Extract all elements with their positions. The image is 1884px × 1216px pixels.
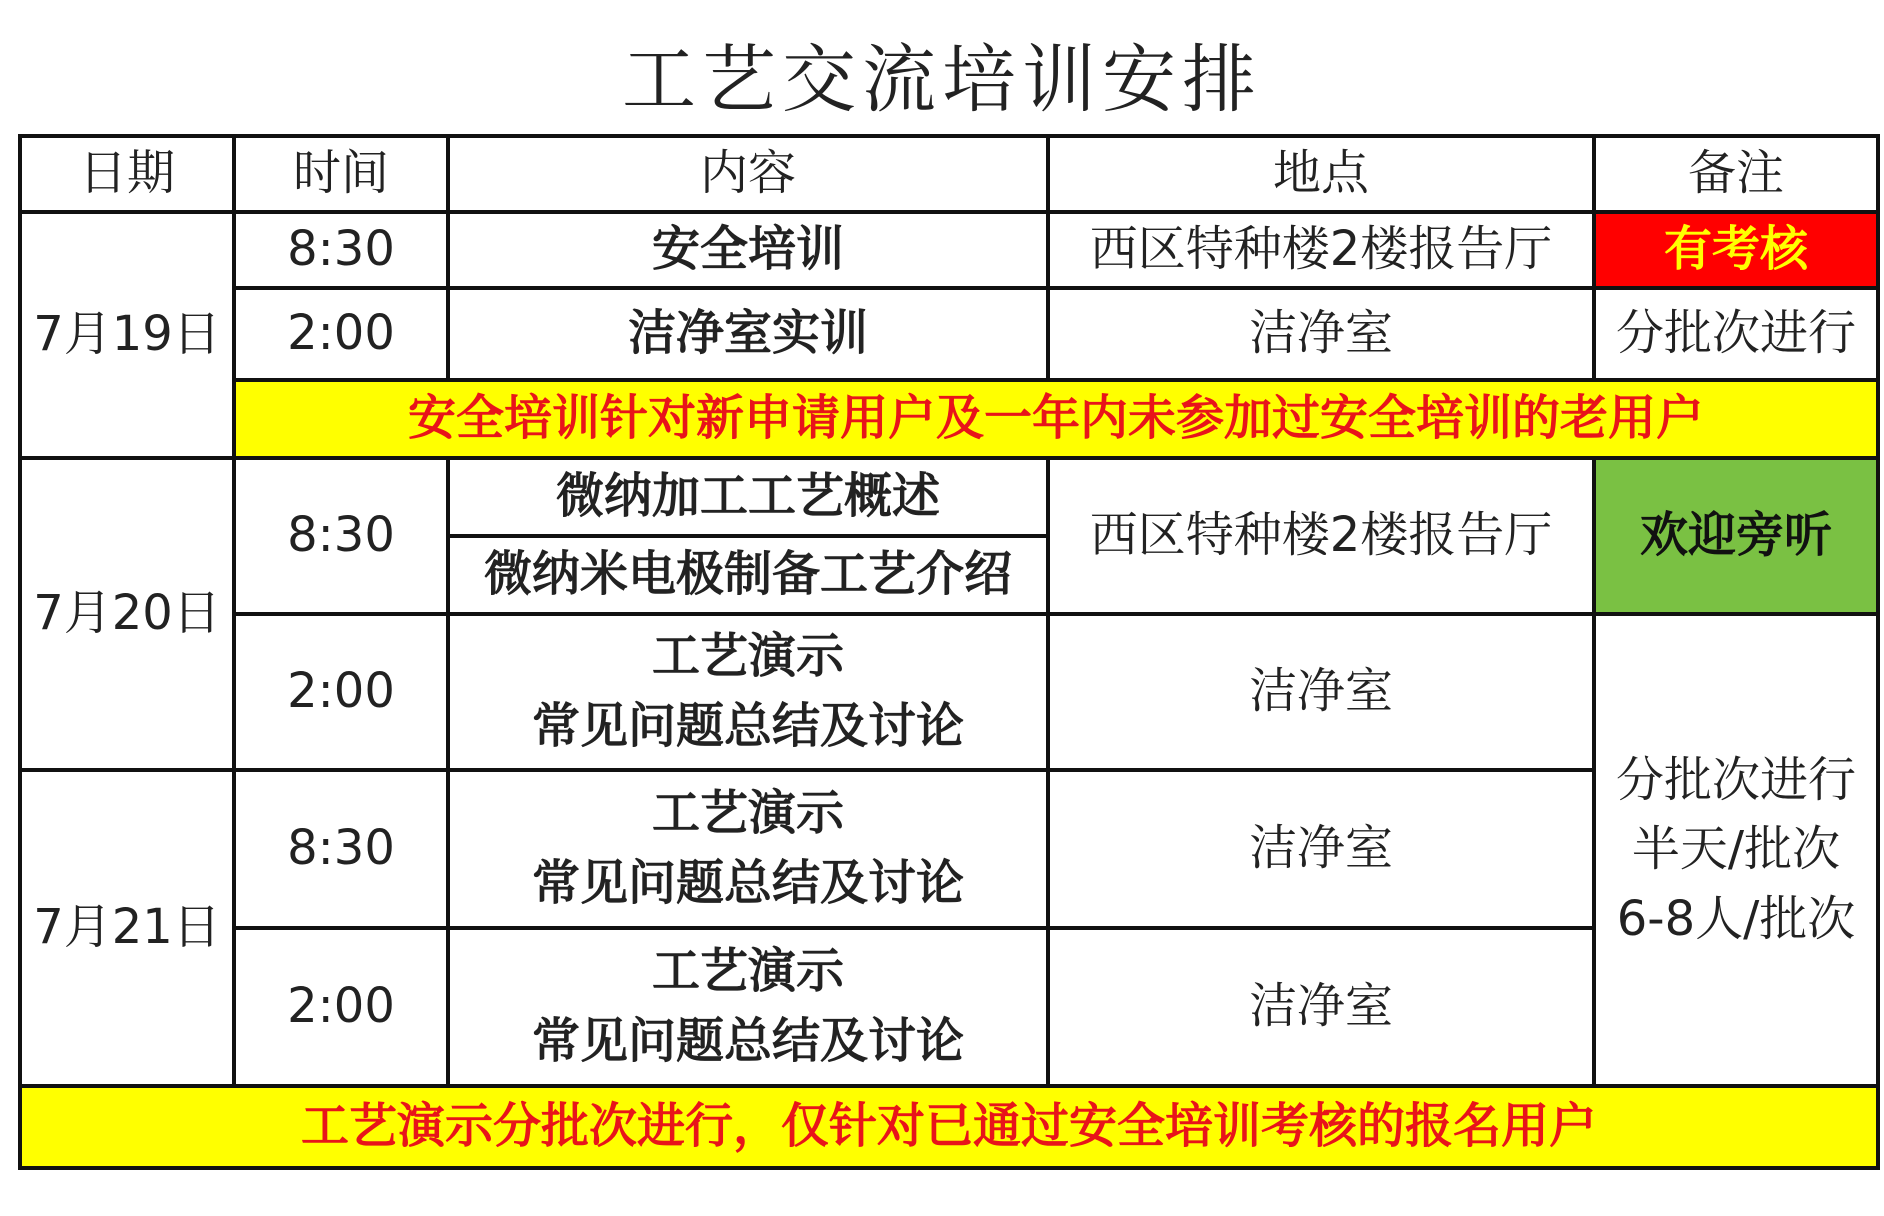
time-cell: 8:30 (234, 770, 448, 928)
date-cell: 7月21日 (20, 770, 234, 1086)
content-line: 常见问题总结及讨论 (531, 855, 964, 911)
date-cell: 7月20日 (20, 458, 234, 770)
table-row (20, 458, 1878, 536)
table-row (20, 212, 1878, 288)
remark-cell: 分批次进行 (1594, 288, 1878, 380)
content-line: 常见问题总结及讨论 (531, 1013, 964, 1069)
time-cell: 8:30 (234, 458, 448, 614)
content-cell (448, 614, 1048, 770)
location-cell: 洁净室 (1048, 614, 1594, 770)
notice-banner: 安全培训针对新申请用户及一年内未参加过安全培训的老用户 (234, 380, 1878, 458)
content-cell (448, 928, 1048, 1086)
date-cell: 7月19日 (20, 212, 234, 458)
location-cell: 洁净室 (1048, 928, 1594, 1086)
remark-badge-audit: 欢迎旁听 (1594, 458, 1878, 614)
content-cell: 安全培训 (448, 212, 1048, 288)
content-cell: 微纳米电极制备工艺介绍 (448, 536, 1048, 614)
header-location: 地点 (1048, 136, 1594, 212)
content-cell: 洁净室实训 (448, 288, 1048, 380)
content-line: 工艺演示 (651, 943, 844, 1000)
content-line: 工艺演示 (651, 628, 844, 685)
content-line: 常见问题总结及讨论 (531, 698, 964, 754)
notice-row (20, 1086, 1878, 1168)
table-row (20, 614, 1878, 770)
time-cell: 2:00 (234, 928, 448, 1086)
remark-line: 分批次进行 (1615, 751, 1856, 808)
remark-badge-exam: 有考核 (1594, 212, 1878, 288)
content-cell: 微纳加工工艺概述 (448, 458, 1048, 536)
header-row (20, 136, 1878, 212)
time-cell: 2:00 (234, 288, 448, 380)
header-content: 内容 (448, 136, 1048, 212)
header-date: 日期 (20, 136, 234, 212)
footer-notice-banner: 工艺演示分批次进行，仅针对已通过安全培训考核的报名用户 (20, 1086, 1878, 1168)
notice-row (20, 380, 1878, 458)
remark-line: 6-8人/批次 (1616, 890, 1856, 947)
location-cell: 西区特种楼2楼报告厅 (1048, 212, 1594, 288)
shared-remark-cell (1594, 614, 1878, 1086)
header-remarks: 备注 (1594, 136, 1878, 212)
content-cell (448, 770, 1048, 928)
content-line: 工艺演示 (651, 785, 844, 842)
location-cell: 洁净室 (1048, 770, 1594, 928)
header-time: 时间 (234, 136, 448, 212)
time-cell: 2:00 (234, 614, 448, 770)
location-cell: 洁净室 (1048, 288, 1594, 380)
remark-line: 半天/批次 (1631, 821, 1841, 878)
page-title: 工艺交流培训安排 (622, 37, 1262, 123)
table-row (20, 288, 1878, 380)
location-cell: 西区特种楼2楼报告厅 (1048, 458, 1594, 614)
time-cell: 8:30 (234, 212, 448, 288)
schedule-table (18, 134, 1880, 1170)
